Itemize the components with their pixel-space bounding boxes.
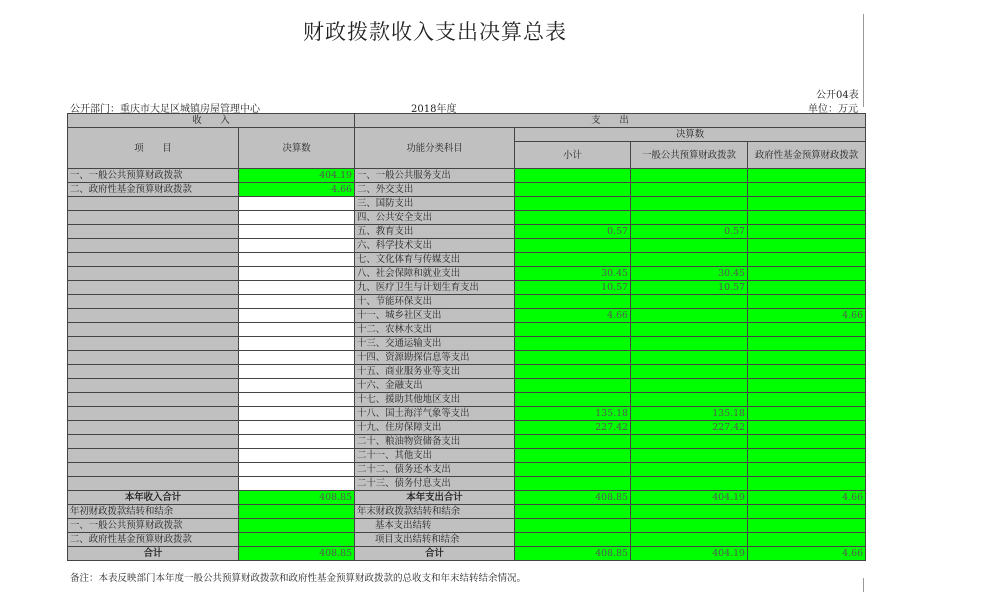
- expense-general: [631, 197, 748, 211]
- income-item: [68, 337, 239, 351]
- right-border-line-bottom: [863, 578, 864, 592]
- table-row: [68, 197, 866, 211]
- income-value: [239, 197, 355, 211]
- table-row: [68, 309, 866, 323]
- expense-general: [631, 351, 748, 365]
- carry-general: [631, 519, 748, 533]
- grand-fund: 4.66: [748, 547, 866, 561]
- expense-subtotal: [515, 379, 631, 393]
- expense-general: [631, 463, 748, 477]
- carry-expense-item: 项目支出结转和结余: [355, 533, 515, 547]
- income-item: [68, 323, 239, 337]
- income-value: [239, 421, 355, 435]
- income-value: [239, 211, 355, 225]
- expense-item: 十九、住房保障支出: [355, 421, 515, 435]
- expense-item: 十三、交通运输支出: [355, 337, 515, 351]
- income-item: [68, 295, 239, 309]
- expense-item: 三、国防支出: [355, 197, 515, 211]
- table-row: [68, 267, 866, 281]
- expense-subtotal: [515, 323, 631, 337]
- expense-total-subtotal: 408.85: [515, 491, 631, 505]
- expense-general: [631, 295, 748, 309]
- income-item: [68, 379, 239, 393]
- table-row: [68, 211, 866, 225]
- income-value: [239, 295, 355, 309]
- expense-general: [631, 393, 748, 407]
- income-item: [68, 365, 239, 379]
- expense-general: [631, 379, 748, 393]
- expense-item: 九、医疗卫生与计划生育支出: [355, 281, 515, 295]
- expense-general: [631, 253, 748, 267]
- expense-fund: [748, 225, 866, 239]
- carry-row: [68, 519, 866, 533]
- expense-general: [631, 211, 748, 225]
- expense-fund: 4.66: [748, 309, 866, 323]
- expense-general: [631, 365, 748, 379]
- expense-fund: [748, 337, 866, 351]
- expense-fund: [748, 351, 866, 365]
- income-value: [239, 435, 355, 449]
- table-row: [68, 169, 866, 183]
- carry-fund: [748, 519, 866, 533]
- expense-fund: [748, 211, 866, 225]
- expense-fund: [748, 477, 866, 491]
- table-row: [68, 463, 866, 477]
- expense-fund: [748, 449, 866, 463]
- income-item: [68, 449, 239, 463]
- subtotal-header: 小计: [515, 142, 631, 169]
- expense-item: 十四、资源勘探信息等支出: [355, 351, 515, 365]
- expense-fund: [748, 435, 866, 449]
- carry-fund: [748, 533, 866, 547]
- expense-fund: [748, 295, 866, 309]
- income-item: [68, 477, 239, 491]
- expense-fund: [748, 393, 866, 407]
- expense-subtotal: [515, 449, 631, 463]
- income-value: 4.66: [239, 183, 355, 197]
- totals-row: [68, 491, 866, 505]
- expense-item: 十五、商业服务业等支出: [355, 365, 515, 379]
- carry-income-item: 二、政府性基金预算财政拨款: [68, 533, 239, 547]
- grand-subtotal: 408.85: [515, 547, 631, 561]
- expense-item: 二、外交支出: [355, 183, 515, 197]
- income-item: [68, 281, 239, 295]
- table-row: [68, 449, 866, 463]
- income-value: [239, 309, 355, 323]
- expense-item: 二十二、债务还本支出: [355, 463, 515, 477]
- expense-subtotal: 10.57: [515, 281, 631, 295]
- expense-item: 十六、金融支出: [355, 379, 515, 393]
- carry-subtotal: [515, 505, 631, 519]
- expense-general: 135.18: [631, 407, 748, 421]
- income-value: [239, 407, 355, 421]
- expense-subtotal: [515, 463, 631, 477]
- expense-item: 十一、城乡社区支出: [355, 309, 515, 323]
- table-row: [68, 225, 866, 239]
- expense-item: 十八、国土海洋气象等支出: [355, 407, 515, 421]
- expense-total-label: 本年支出合计: [355, 491, 515, 505]
- expense-fund: [748, 253, 866, 267]
- expense-fund: [748, 169, 866, 183]
- expense-subtotal: 0.57: [515, 225, 631, 239]
- table-row: [68, 281, 866, 295]
- table-row: [68, 351, 866, 365]
- footnote: 备注：本表反映部门本年度一般公共预算财政拨款和政府性基金预算财政拨款的总收支和年末结转结余情况。: [70, 573, 527, 584]
- expense-fund: [748, 197, 866, 211]
- income-value: [239, 337, 355, 351]
- expense-item: 二十一、其他支出: [355, 449, 515, 463]
- carry-general: [631, 505, 748, 519]
- expense-general: 30.45: [631, 267, 748, 281]
- expense-item: 十二、农林水支出: [355, 323, 515, 337]
- expense-fund: [748, 365, 866, 379]
- expense-item: 八、社会保障和就业支出: [355, 267, 515, 281]
- income-item: [68, 407, 239, 421]
- expense-subtotal: [515, 295, 631, 309]
- expense-subtotal: 30.45: [515, 267, 631, 281]
- expense-fund: [748, 281, 866, 295]
- expense-subtotal: 227.42: [515, 421, 631, 435]
- form-number: 公开04表: [816, 90, 859, 101]
- expense-subtotal: [515, 393, 631, 407]
- carry-income-value: [239, 519, 355, 533]
- department: 公开部门：重庆市大足区城镇房屋管理中心: [70, 104, 260, 115]
- expense-subtotal: [515, 351, 631, 365]
- income-item: [68, 267, 239, 281]
- function-category-header: 功能分类科目: [355, 128, 515, 169]
- expense-general: 227.42: [631, 421, 748, 435]
- expense-subtotal: [515, 197, 631, 211]
- fund-budget-header: 政府性基金预算财政拨款: [748, 142, 866, 169]
- income-value: [239, 323, 355, 337]
- expense-total-fund: 4.66: [748, 491, 866, 505]
- table-row: [68, 379, 866, 393]
- grand-expense-label: 合计: [355, 547, 515, 561]
- income-value: [239, 239, 355, 253]
- expense-subtotal: [515, 435, 631, 449]
- expense-fund: [748, 379, 866, 393]
- expense-general: 0.57: [631, 225, 748, 239]
- expense-general: [631, 309, 748, 323]
- carry-row: [68, 533, 866, 547]
- grand-total-row: [68, 547, 866, 561]
- expense-subtotal: [515, 337, 631, 351]
- expense-total-general: 404.19: [631, 491, 748, 505]
- income-value: [239, 281, 355, 295]
- fiscal-year: 2018年度: [411, 104, 457, 115]
- income-final-header: 决算数: [239, 128, 355, 169]
- carry-expense-item: 基本支出结转: [355, 519, 515, 533]
- table-row: [68, 253, 866, 267]
- expense-subtotal: [515, 365, 631, 379]
- table-row: [68, 477, 866, 491]
- general-budget-header: 一般公共预算财政拨款: [631, 142, 748, 169]
- grand-income-value: 408.85: [239, 547, 355, 561]
- expense-fund: [748, 407, 866, 421]
- income-item: [68, 421, 239, 435]
- income-total-label: 本年收入合计: [68, 491, 239, 505]
- expense-general: 10.57: [631, 281, 748, 295]
- table-row: [68, 393, 866, 407]
- income-item: 一、一般公共预算财政拨款: [68, 169, 239, 183]
- carry-income-item: 一、一般公共预算财政拨款: [68, 519, 239, 533]
- expense-general: [631, 477, 748, 491]
- expense-item: 一、一般公共服务支出: [355, 169, 515, 183]
- grand-income-label: 合计: [68, 547, 239, 561]
- income-value: 404.19: [239, 169, 355, 183]
- item-header: 项 目: [68, 128, 239, 169]
- income-item: [68, 225, 239, 239]
- income-value: [239, 477, 355, 491]
- carry-expense-item: 年末财政拨款结转和结余: [355, 505, 515, 519]
- table-row: [68, 421, 866, 435]
- income-item: [68, 309, 239, 323]
- expense-subtotal: [515, 239, 631, 253]
- expense-fund: [748, 183, 866, 197]
- table-row: [68, 435, 866, 449]
- expense-general: [631, 239, 748, 253]
- income-item: [68, 211, 239, 225]
- expense-header: 支 出: [355, 114, 866, 128]
- expense-item: 二十、粮油物资储备支出: [355, 435, 515, 449]
- carry-fund: [748, 505, 866, 519]
- table-row: [68, 365, 866, 379]
- income-item: 二、政府性基金预算财政拨款: [68, 183, 239, 197]
- carry-income-value: [239, 533, 355, 547]
- expense-item: 十七、援助其他地区支出: [355, 393, 515, 407]
- expense-general: [631, 169, 748, 183]
- table-row: [68, 337, 866, 351]
- expense-general: [631, 449, 748, 463]
- carry-income-item: 年初财政拨款结转和结余: [68, 505, 239, 519]
- income-item: [68, 393, 239, 407]
- expense-subtotal: [515, 253, 631, 267]
- income-value: [239, 393, 355, 407]
- table-row: [68, 323, 866, 337]
- income-item: [68, 351, 239, 365]
- income-total-value: 408.85: [239, 491, 355, 505]
- finance-table: [67, 113, 866, 561]
- carry-subtotal: [515, 533, 631, 547]
- expense-item: 六、科学技术支出: [355, 239, 515, 253]
- expense-item: 二十三、债务付息支出: [355, 477, 515, 491]
- expense-subtotal: [515, 183, 631, 197]
- income-value: [239, 449, 355, 463]
- expense-item: 七、文化体育与传媒支出: [355, 253, 515, 267]
- income-item: [68, 435, 239, 449]
- expense-general: [631, 323, 748, 337]
- income-value: [239, 351, 355, 365]
- expense-final-header: 决算数: [515, 128, 866, 142]
- table-row: [68, 239, 866, 253]
- expense-subtotal: [515, 211, 631, 225]
- table-row: [68, 183, 866, 197]
- expense-subtotal: 135.18: [515, 407, 631, 421]
- table-row: [68, 295, 866, 309]
- carry-row: [68, 505, 866, 519]
- expense-item: 五、教育支出: [355, 225, 515, 239]
- expense-general: [631, 337, 748, 351]
- expense-subtotal: [515, 169, 631, 183]
- income-value: [239, 463, 355, 477]
- expense-item: 四、公共安全支出: [355, 211, 515, 225]
- income-header: 收 入: [68, 114, 355, 128]
- expense-subtotal: 4.66: [515, 309, 631, 323]
- expense-fund: [748, 239, 866, 253]
- table-row: [68, 407, 866, 421]
- carry-general: [631, 533, 748, 547]
- expense-subtotal: [515, 477, 631, 491]
- income-item: [68, 239, 239, 253]
- income-item: [68, 463, 239, 477]
- expense-general: [631, 183, 748, 197]
- unit-label: 单位：万元: [808, 104, 858, 115]
- report-title: 财政拨款收入支出决算总表: [303, 20, 567, 44]
- income-item: [68, 197, 239, 211]
- income-value: [239, 225, 355, 239]
- grand-general: 404.19: [631, 547, 748, 561]
- expense-fund: [748, 323, 866, 337]
- carry-income-value: [239, 505, 355, 519]
- income-value: [239, 365, 355, 379]
- expense-fund: [748, 463, 866, 477]
- expense-general: [631, 435, 748, 449]
- expense-fund: [748, 267, 866, 281]
- right-border-line: [863, 14, 864, 107]
- income-value: [239, 253, 355, 267]
- carry-subtotal: [515, 519, 631, 533]
- income-item: [68, 253, 239, 267]
- expense-item: 十、节能环保支出: [355, 295, 515, 309]
- income-value: [239, 267, 355, 281]
- expense-fund: [748, 421, 866, 435]
- income-value: [239, 379, 355, 393]
